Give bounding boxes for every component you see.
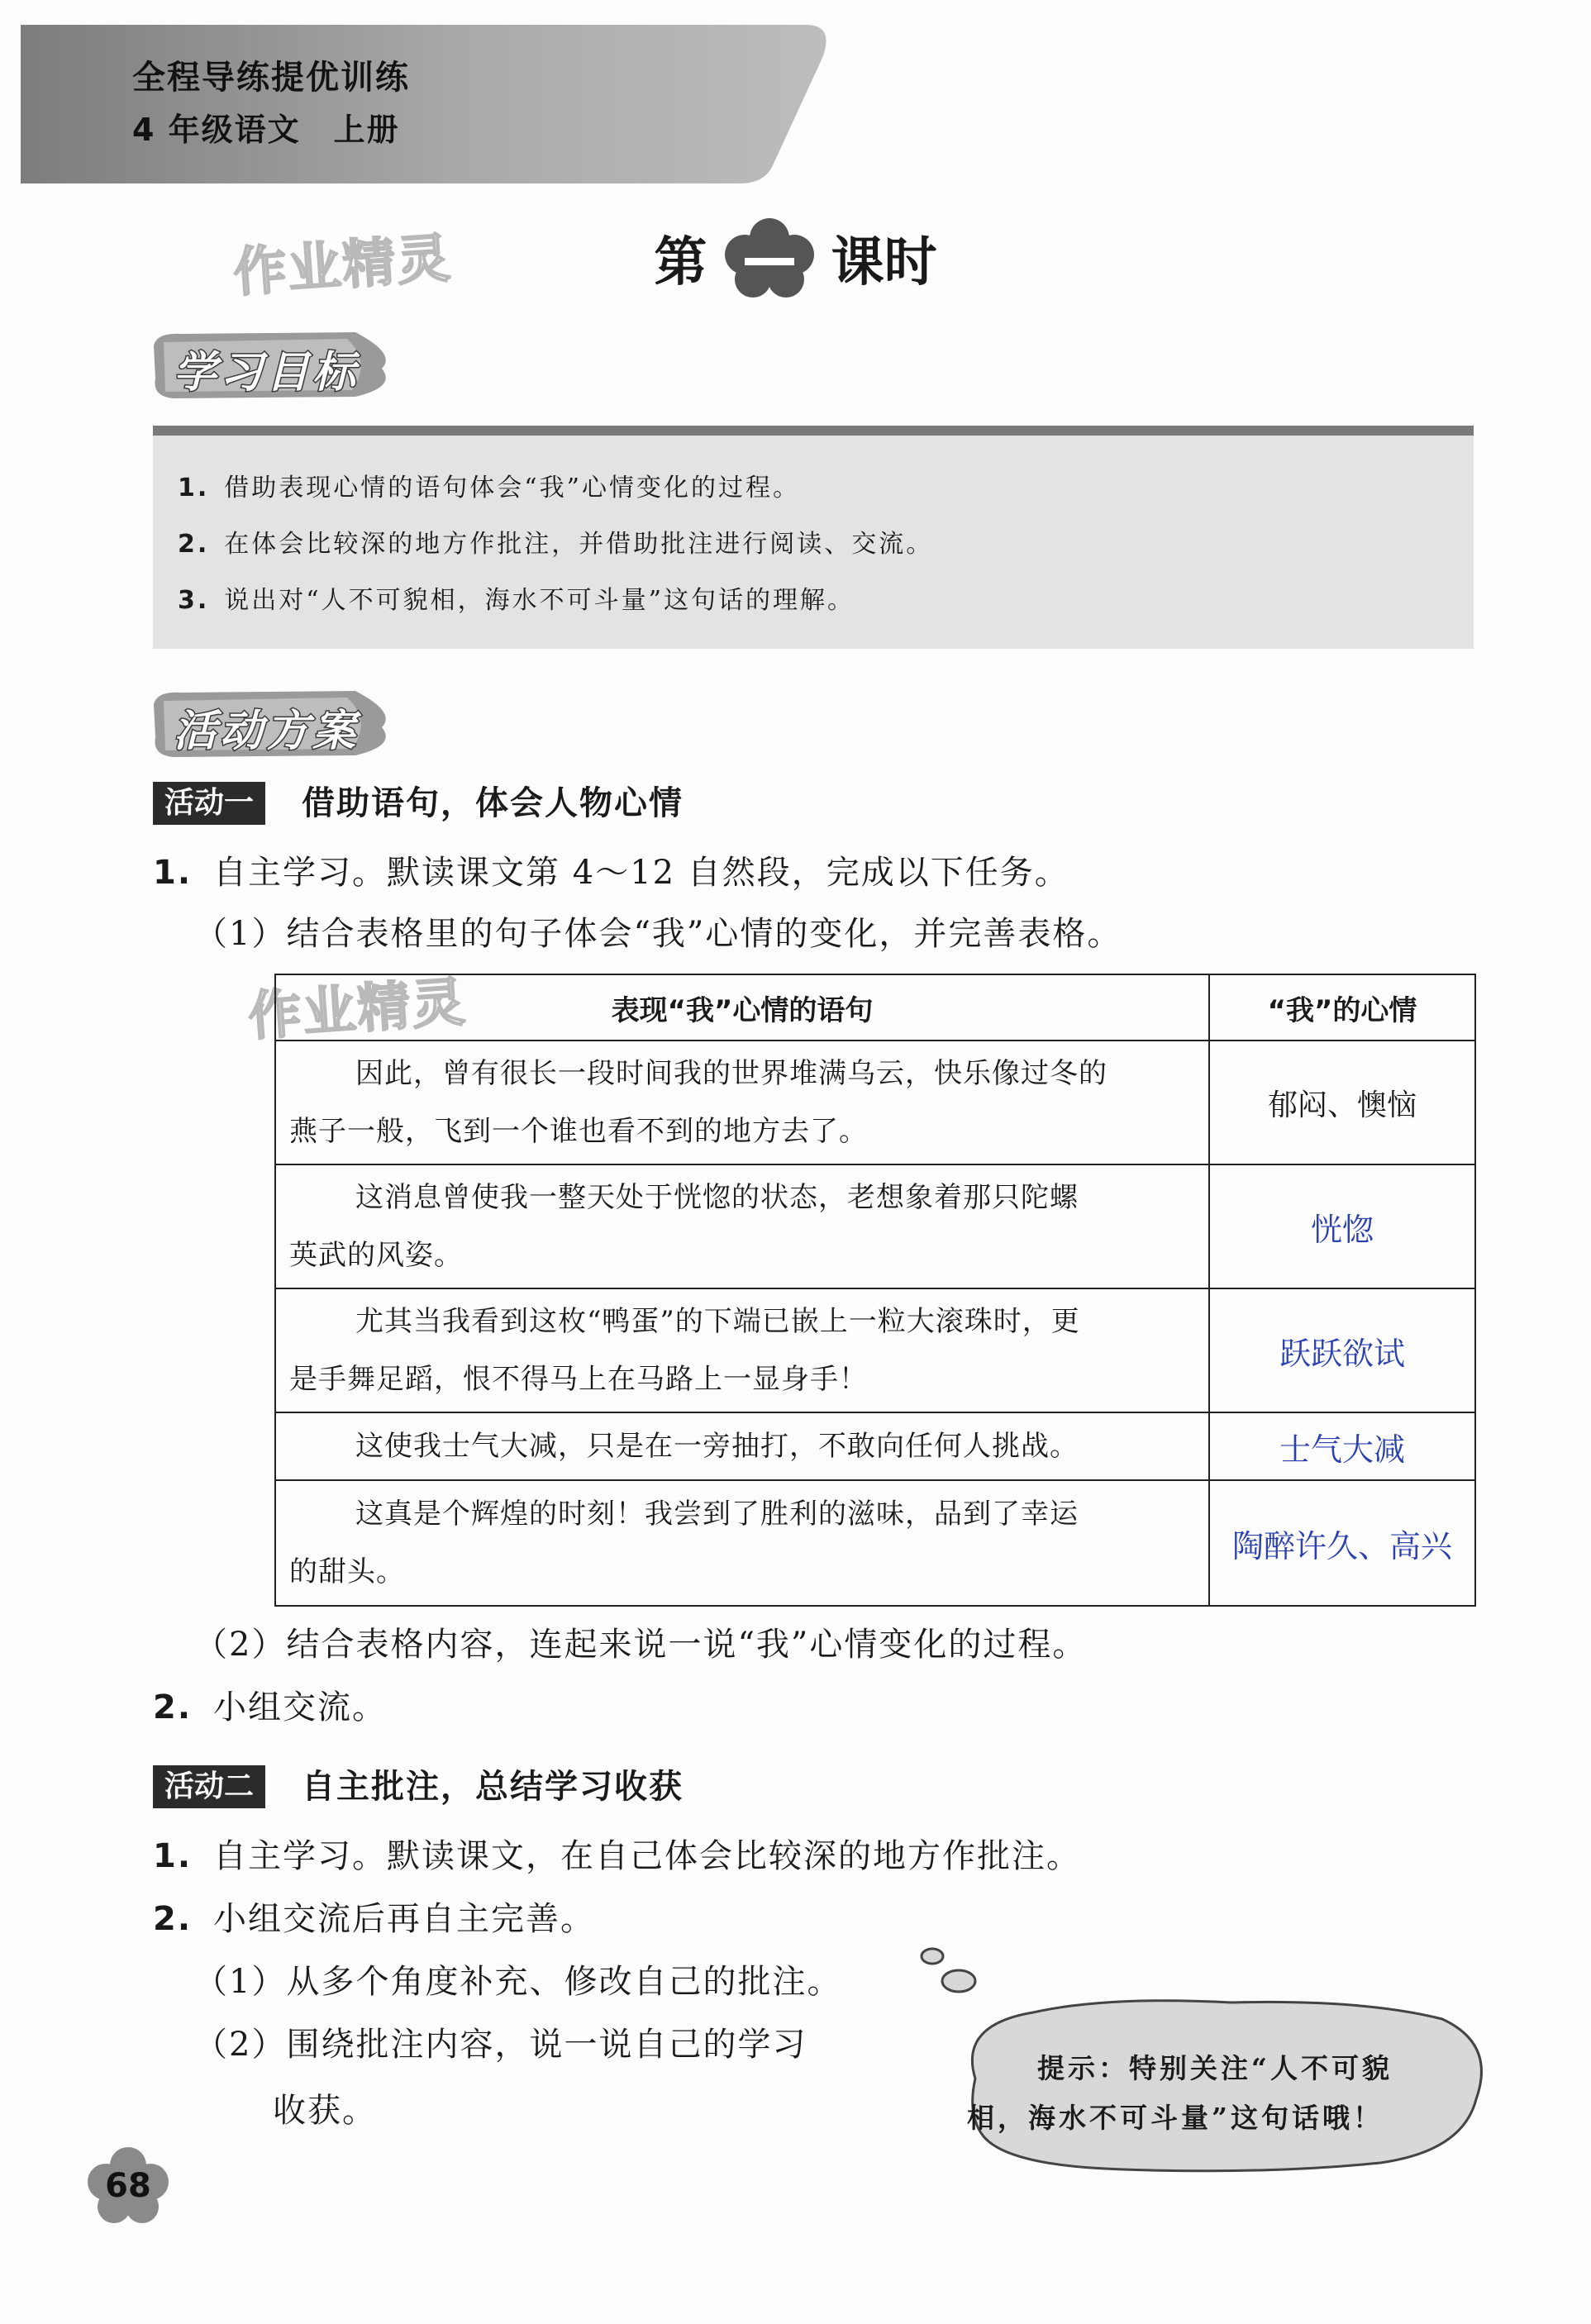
page-number: 68 [105, 2167, 151, 2205]
mood-table [274, 974, 1476, 1607]
task-line: 2. 小组交流后再自主完善。 [153, 1900, 596, 1938]
goals-box-bar [153, 426, 1474, 436]
lesson-title-suffix: 课时 [831, 232, 937, 293]
sentence-cell: 这使我士气大减，只是在一旁抽打，不敢向任何人挑战。 [275, 1412, 1209, 1480]
subtask-line: （1）结合表格里的句子体会“我”心情的变化，并完善表格。 [194, 915, 1122, 953]
lesson-title-prefix: 第 [654, 232, 707, 293]
tip-text-line: 相，海水不可斗量”这句话哦！ [967, 2102, 1384, 2134]
section-heading-plan [149, 688, 397, 760]
table-row [275, 1288, 1475, 1412]
task-line: 1. 自主学习。默读课文第 4～12 自然段，完成以下任务。 [153, 854, 1069, 892]
flower-badge-icon [720, 217, 819, 299]
activity-1-heading [153, 780, 979, 826]
task-line: 2. 小组交流。 [153, 1688, 388, 1726]
goal-item: 1. 借助表现心情的语句体会“我”心情变化的过程。 [178, 474, 800, 502]
lesson-title [0, 217, 1591, 299]
column-header: “我”的心情 [1209, 974, 1475, 1041]
activity-2-heading [153, 1764, 979, 1810]
page-number-badge [83, 2145, 174, 2228]
mood-answer-cell: 跃跃欲试 [1209, 1288, 1475, 1412]
tip-text-line: 提示：特别关注“人不可貌 [1037, 2052, 1393, 2084]
table-header-row [275, 974, 1475, 1041]
section-heading-text: 活动方案 [174, 706, 360, 756]
activity-title: 借助语句，体会人物心情 [302, 784, 684, 822]
table-row [275, 1480, 1475, 1606]
tip-bubble [917, 1946, 1488, 2178]
activity-tag: 活动二 [153, 1765, 265, 1808]
sentence-cell: 因此，曾有很长一段时间我的世界堆满乌云，快乐像过冬的 燕子一般，飞到一个谁也看不到的地方去了。 [275, 1041, 1209, 1164]
table-row [275, 1164, 1475, 1288]
header-band [0, 0, 1591, 198]
book-title: 4 年级语文 上册 [132, 112, 400, 148]
goals-box [153, 426, 1474, 649]
watermark: 作业精灵 [246, 971, 469, 1049]
section-heading-goals [149, 329, 397, 402]
subtask-line: （2）围绕批注内容，说一说自己的学习 [194, 2026, 807, 2064]
column-header: 表现“我”心情的语句 [275, 974, 1209, 1041]
watermark: 作业精灵 [231, 227, 454, 305]
sentence-cell: 这真是个辉煌的时刻！我尝到了胜利的滋味，品到了幸运 的甜头。 [275, 1480, 1209, 1606]
mood-answer-cell: 士气大减 [1209, 1412, 1475, 1480]
mood-answer-cell: 陶醉许久、高兴 [1209, 1480, 1475, 1606]
goal-item: 3. 说出对“人不可貌相，海水不可斗量”这句话的理解。 [178, 586, 855, 615]
task-line: 1. 自主学习。默读课文，在自己体会比较深的地方作批注。 [153, 1837, 1082, 1875]
mood-answer-cell: 恍惚 [1209, 1164, 1475, 1288]
activity-title: 自主批注，总结学习收获 [302, 1768, 684, 1806]
subtask-line: 收获。 [273, 2092, 377, 2130]
sentence-cell: 尤其当我看到这枚“鸭蛋”的下端已嵌上一粒大滚珠时，更 是手舞足蹈，恨不得马上在马路上一显身手！ [275, 1288, 1209, 1412]
subtask-line: （1）从多个角度补充、修改自己的批注。 [194, 1963, 842, 2001]
section-heading-text: 学习目标 [174, 347, 360, 398]
table-row [275, 1041, 1475, 1164]
mood-cell: 郁闷、懊恼 [1209, 1041, 1475, 1164]
sentence-cell: 这消息曾使我一整天处于恍惚的状态，老想象着那只陀螺 英武的风姿。 [275, 1164, 1209, 1288]
activity-tag: 活动一 [153, 782, 265, 825]
goal-item: 2. 在体会比较深的地方作批注，并借助批注进行阅读、交流。 [178, 530, 934, 559]
table-row [275, 1412, 1475, 1480]
subtask-line: （2）结合表格内容，连起来说一说“我”心情变化的过程。 [194, 1626, 1088, 1664]
series-title: 全程导练提优训练 [132, 59, 410, 97]
